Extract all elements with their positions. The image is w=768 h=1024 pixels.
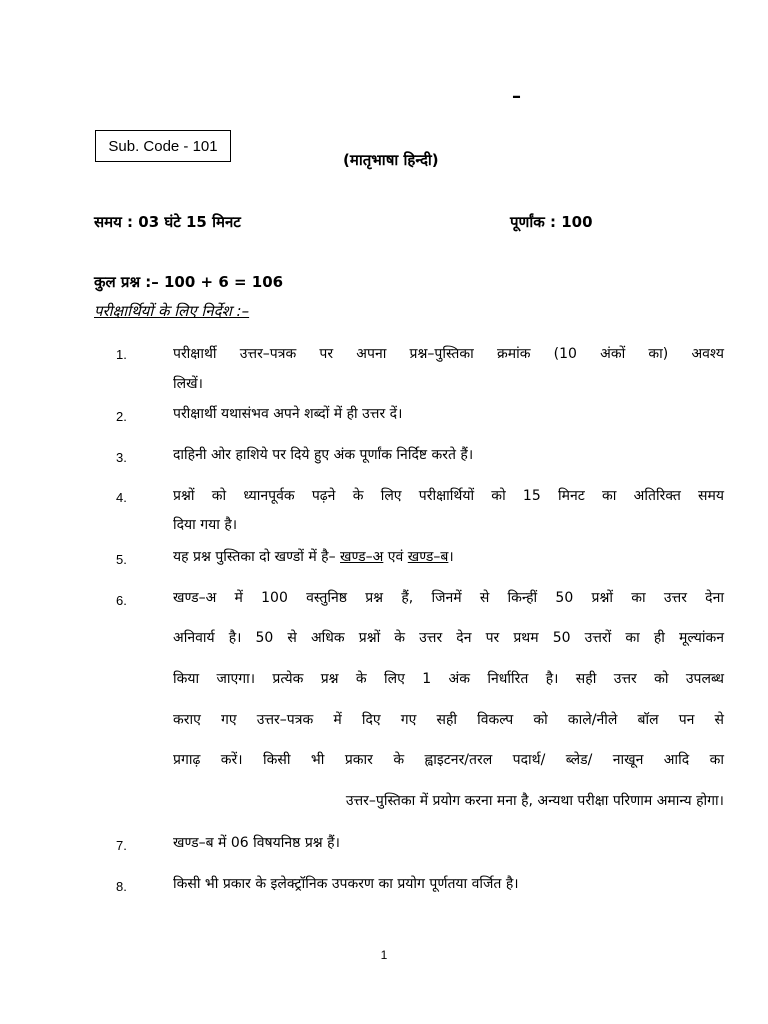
instruction-item-line: अनिवार्य है। 50 से अधिक प्रश्नों के उत्तर देन पर प्रथम 50 उत्तरों का ही मूल्यांकन [173, 630, 724, 646]
instruction-item-line: किया जाएगा। प्रत्येक प्रश्न के लिए 1 अंक निर्धारित है। सही उत्तर को उपलब्ध [173, 671, 724, 687]
exam-duration: समय : 03 घंटे 15 मिनट [94, 213, 241, 231]
item-number: 1. [116, 347, 127, 362]
section-a-label: खण्ड–अ [340, 549, 384, 565]
subject-title: (मातृभाषा हिन्दी) [343, 151, 439, 169]
instruction-item-line [173, 542, 724, 572]
instruction-item-line: प्रगाढ़ करें। किसी भी प्रकार के ह्वाइटनर/तरल पदार्थ/ ब्लेड/ नाखून आदि का [173, 752, 724, 768]
instruction-item-line: प्रश्नों को ध्यानपूर्वक पढ़ने के लिए परीक्षार्थियों को 15 मिनट का अतिरिक्त समय [173, 488, 724, 504]
item-number: 4. [116, 490, 127, 505]
instruction-item-line: दाहिनी ओर हाशिये पर दिये हुए अंक पूर्णांक निर्दिष्ट करते हैं। [173, 447, 474, 463]
item-text: । [448, 549, 454, 565]
instructions-heading: परीक्षार्थियों के लिए निर्देश :– [94, 302, 250, 320]
item-number: 7. [116, 838, 127, 853]
instruction-item-line: कराए गए उत्तर–पत्रक में दिए गए सही विकल्प को काले/नीले बॉल पन से [173, 712, 724, 728]
instruction-item-line: परीक्षार्थी यथासंभव अपने शब्दों में ही उत्तर दें। [173, 406, 403, 422]
instruction-item-line: किसी भी प्रकार के इलेक्ट्रॉनिक उपकरण का प्रयोग पूर्णतया वर्जित है। [173, 876, 519, 892]
instruction-item-line: खण्ड–ब में 06 विषयनिष्ठ प्रश्न हैं। [173, 835, 340, 851]
instruction-item-line: खण्ड–अ में 100 वस्तुनिष्ठ प्रश्न हैं, जिनमें से किन्हीं 50 प्रश्नों का उत्तर देना [173, 590, 724, 606]
full-marks: पूर्णांक : 100 [510, 213, 593, 231]
subject-code-box: Sub. Code - 101 [95, 130, 231, 162]
item-number: 3. [116, 450, 127, 465]
instruction-item-line: लिखें। [173, 376, 203, 392]
header-dash: – [512, 86, 521, 107]
instruction-item-line: परीक्षार्थी उत्तर–पत्रक पर अपना प्रश्न–पुस्तिका क्रमांक (10 अंकों का) अवश्य [173, 346, 724, 362]
page-number: 1 [380, 948, 388, 962]
item-number: 8. [116, 879, 127, 894]
instruction-item-line: दिया गया है। [173, 517, 238, 533]
total-questions: कुल प्रश्न :– 100 + 6 = 106 [94, 273, 284, 291]
item-text: यह प्रश्न पुस्तिका दो खण्डों में है– [173, 549, 341, 565]
item-number: 2. [116, 409, 127, 424]
instruction-item-line: उत्तर–पुस्तिका में प्रयोग करना मना है, अन्यथा परीक्षा परिणाम अमान्य होगा। [345, 793, 724, 809]
item-number: 6. [116, 593, 127, 608]
item-number: 5. [116, 552, 127, 567]
section-b-label: खण्ड–ब [407, 549, 449, 565]
item-text: एवं [383, 549, 408, 565]
